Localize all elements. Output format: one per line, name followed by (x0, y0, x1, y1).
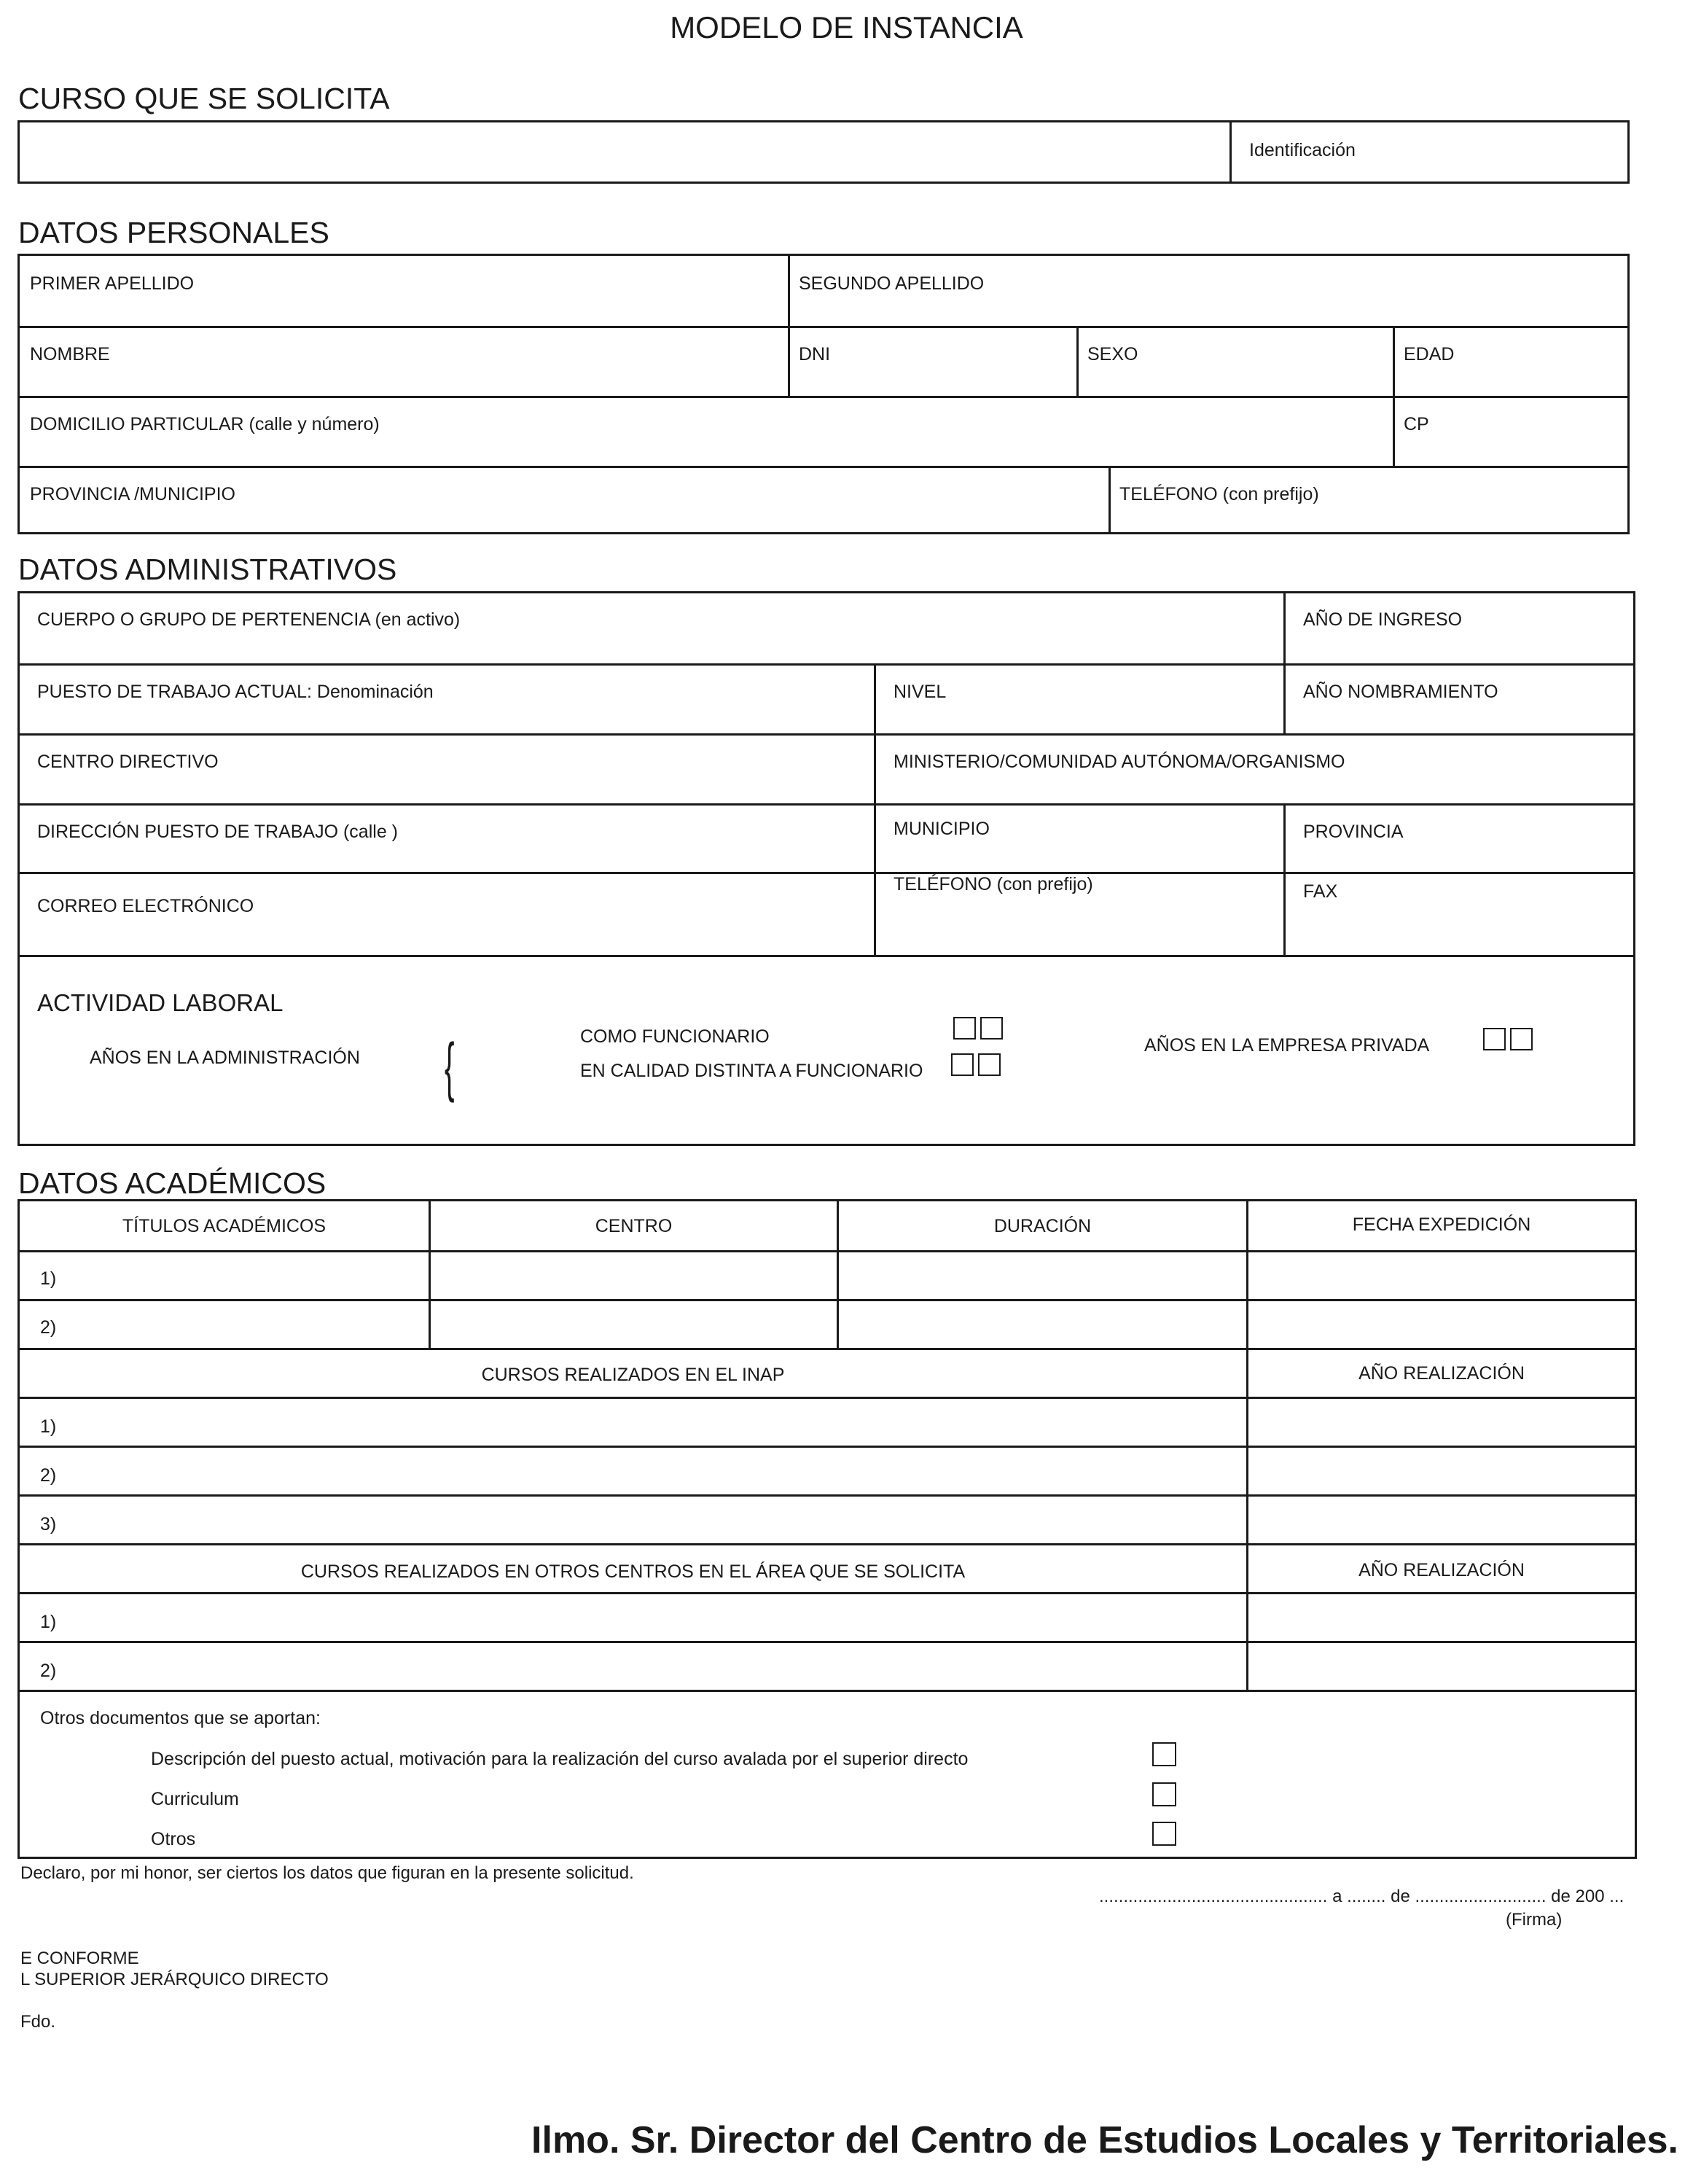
nombre-field[interactable] (20, 326, 788, 396)
actividad-laboral-heading: ACTIVIDAD LABORAL (37, 989, 284, 1016)
primer-apellido-field[interactable] (20, 256, 788, 326)
nivel-label: NIVEL (894, 682, 947, 702)
inap-anio-cell[interactable] (1246, 1448, 1635, 1494)
inap-anio-cell[interactable] (1246, 1497, 1635, 1543)
municipio-field[interactable] (874, 803, 1283, 872)
col-titulos-header (20, 1201, 429, 1250)
otros-centros-header (20, 1543, 1246, 1592)
telefono-personal-field[interactable] (1109, 466, 1627, 532)
table-row[interactable] (20, 1446, 1635, 1494)
cuerpo-field[interactable] (20, 593, 1283, 663)
edad-label: EDAD (1404, 344, 1455, 364)
table-row[interactable] (20, 1641, 1635, 1690)
otros-documentos-label: Otros documentos que se aportan: (40, 1708, 321, 1728)
ministerio-label: MINISTERIO/COMUNIDAD AUTÓNOMA/ORGANISMO (894, 752, 1345, 772)
otros-anio-label: AÑO REALIZACIÓN (1358, 1560, 1525, 1580)
puesto-field[interactable] (20, 663, 874, 733)
provincia-field[interactable] (1283, 803, 1633, 872)
calidad-distinta-label: EN CALIDAD DISTINTA A FUNCIONARIO (580, 1061, 923, 1081)
direccion-label: DIRECCIÓN PUESTO DE TRABAJO (calle ) (37, 822, 398, 842)
privada-digit-box-2[interactable] (1510, 1028, 1533, 1050)
personales-table (17, 254, 1630, 534)
col-fecha-label: FECHA EXPEDICIÓN (1352, 1214, 1531, 1235)
section-academicos-heading: DATOS ACADÉMICOS (18, 1166, 327, 1200)
dni-field[interactable] (788, 326, 1076, 396)
direccion-field[interactable] (20, 803, 874, 872)
section-personales-heading: DATOS PERSONALES (18, 216, 329, 249)
titulo-fecha-cell[interactable] (1246, 1252, 1635, 1299)
edad-field[interactable] (1393, 326, 1627, 396)
distinta-digit-box-1[interactable] (951, 1053, 974, 1076)
centro-directivo-field[interactable] (20, 733, 874, 803)
inap-header (20, 1348, 1246, 1397)
inap-anio-header (1246, 1348, 1635, 1397)
table-row (20, 1299, 1635, 1348)
inap-anio-cell[interactable] (1246, 1399, 1635, 1446)
doc-curriculum-checkbox[interactable] (1152, 1782, 1176, 1806)
col-centro-label: CENTRO (595, 1216, 673, 1236)
identificacion-label: Identificación (1249, 140, 1356, 160)
titulo-duracion-cell[interactable] (837, 1252, 1246, 1299)
anio-nombramiento-label: AÑO NOMBRAMIENTO (1303, 682, 1498, 702)
inap-row-number: 2) (40, 1465, 57, 1486)
doc-otros-checkbox[interactable] (1152, 1822, 1176, 1846)
titulo-fecha-cell[interactable] (1246, 1301, 1635, 1348)
como-funcionario-label: COMO FUNCIONARIO (580, 1026, 770, 1047)
brace-icon: { (445, 1031, 455, 1104)
section-administrativos-heading: DATOS ADMINISTRATIVOS (18, 553, 397, 586)
curso-field[interactable] (20, 122, 1229, 182)
cp-field[interactable] (1393, 396, 1627, 466)
anio-ingreso-label: AÑO DE INGRESO (1303, 609, 1463, 630)
puesto-label: PUESTO DE TRABAJO ACTUAL: Denominación (37, 682, 434, 702)
municipio-label: MUNICIPIO (894, 819, 990, 839)
declaracion-text: Declaro, por mi honor, ser ciertos los datos que figuran en la presente solicitud. (20, 1863, 634, 1883)
otros-documentos-section (20, 1690, 1635, 1857)
correo-label: CORREO ELECTRÓNICO (37, 896, 254, 916)
identificacion-field[interactable] (1229, 122, 1627, 182)
otros-row-number: 2) (40, 1661, 57, 1681)
anio-ingreso-field[interactable] (1283, 593, 1633, 663)
addressee-line: Ilmo. Sr. Director del Centro de Estudios Locales y Territoriales. (531, 2119, 1678, 2161)
otros-anio-header (1246, 1543, 1635, 1592)
conforme-line-2: L SUPERIOR JERÁRQUICO DIRECTO (20, 1970, 329, 1989)
fax-field[interactable] (1283, 872, 1633, 955)
domicilio-field[interactable] (20, 396, 1393, 466)
titulo-row-number: 1) (40, 1268, 57, 1289)
sexo-field[interactable] (1076, 326, 1393, 396)
segundo-apellido-label: SEGUNDO APELLIDO (799, 273, 985, 294)
dni-label: DNI (799, 344, 831, 364)
titulo-duracion-cell[interactable] (837, 1301, 1246, 1348)
titulo-row-number: 2) (40, 1317, 57, 1338)
section-curso-heading: CURSO QUE SE SOLICITA (18, 82, 390, 115)
col-duracion-header (837, 1201, 1246, 1250)
fdo-label: Fdo. (20, 2012, 56, 2032)
doc-curriculum-label: Curriculum (151, 1789, 239, 1809)
curso-box (17, 120, 1630, 184)
conforme-line-1: E CONFORME (20, 1949, 139, 1968)
empresa-privada-label: AÑOS EN LA EMPRESA PRIVADA (1144, 1035, 1430, 1056)
table-row[interactable] (20, 1494, 1635, 1543)
anio-nombramiento-field[interactable] (1283, 663, 1633, 733)
table-row[interactable] (20, 1397, 1635, 1446)
col-fecha-header (1246, 1201, 1635, 1250)
telefono-personal-label: TELÉFONO (con prefijo) (1119, 484, 1319, 504)
inap-row-number: 1) (40, 1416, 57, 1437)
domicilio-label: DOMICILIO PARTICULAR (calle y número) (30, 414, 380, 434)
distinta-digit-box-2[interactable] (978, 1053, 1001, 1076)
inap-header-label: CURSOS REALIZADOS EN EL INAP (481, 1365, 785, 1385)
otros-anio-cell[interactable] (1246, 1594, 1635, 1641)
nivel-field[interactable] (874, 663, 1283, 733)
cp-label: CP (1404, 414, 1429, 434)
provincia-label: PROVINCIA (1303, 822, 1404, 842)
firma-label: (Firma) (1506, 1910, 1563, 1930)
titulo-centro-cell[interactable] (429, 1252, 837, 1299)
telefono-trabajo-field[interactable] (874, 872, 1283, 955)
inap-anio-label: AÑO REALIZACIÓN (1358, 1363, 1525, 1384)
table-row[interactable] (20, 1592, 1635, 1641)
inap-row-number: 3) (40, 1514, 57, 1534)
actividad-laboral-section (20, 955, 1633, 1144)
privada-digit-box-1[interactable] (1483, 1028, 1506, 1050)
col-titulos-label: TÍTULOS ACADÉMICOS (122, 1216, 327, 1236)
cuerpo-label: CUERPO O GRUPO DE PERTENENCIA (en activo) (37, 609, 461, 630)
funcionario-digit-box-2[interactable] (980, 1017, 1003, 1040)
doc-otros-label: Otros (151, 1829, 196, 1849)
col-centro-header (429, 1201, 837, 1250)
col-duracion-label: DURACIÓN (993, 1216, 1092, 1236)
administrativos-table (17, 591, 1635, 1146)
titulo-centro-cell[interactable] (429, 1301, 837, 1348)
doc-descripcion-label: Descripción del puesto actual, motivación para la realización del curso avalada por el superior directo (151, 1749, 969, 1769)
centro-directivo-label: CENTRO DIRECTIVO (37, 752, 219, 772)
fecha-linea[interactable]: ............................................... a ........ de ........................... de 200 ... (1099, 1887, 1624, 1906)
table-row (20, 1250, 1635, 1299)
segundo-apellido-field[interactable] (788, 256, 1627, 326)
provincia-municipio-label: PROVINCIA /MUNICIPIO (30, 484, 235, 504)
sexo-label: SEXO (1087, 344, 1138, 364)
anios-administracion-label: AÑOS EN LA ADMINISTRACIÓN (90, 1048, 360, 1068)
otros-centros-label: CURSOS REALIZADOS EN OTROS CENTROS EN EL ÁREA QUE SE SOLICITA (300, 1561, 966, 1582)
ministerio-field[interactable] (874, 733, 1633, 803)
form-title: MODELO DE INSTANCIA (670, 10, 1023, 44)
primer-apellido-label: PRIMER APELLIDO (30, 273, 195, 294)
funcionario-digit-box-1[interactable] (953, 1017, 976, 1040)
fax-label: FAX (1303, 881, 1338, 902)
otros-row-number: 1) (40, 1612, 57, 1632)
provincia-municipio-field[interactable] (20, 466, 1109, 532)
academicos-table (17, 1199, 1637, 1859)
otros-anio-cell[interactable] (1246, 1643, 1635, 1690)
doc-descripcion-checkbox[interactable] (1152, 1742, 1176, 1766)
correo-field[interactable] (20, 872, 874, 955)
telefono-trabajo-label: TELÉFONO (con prefijo) (894, 874, 1093, 894)
nombre-label: NOMBRE (30, 344, 110, 364)
